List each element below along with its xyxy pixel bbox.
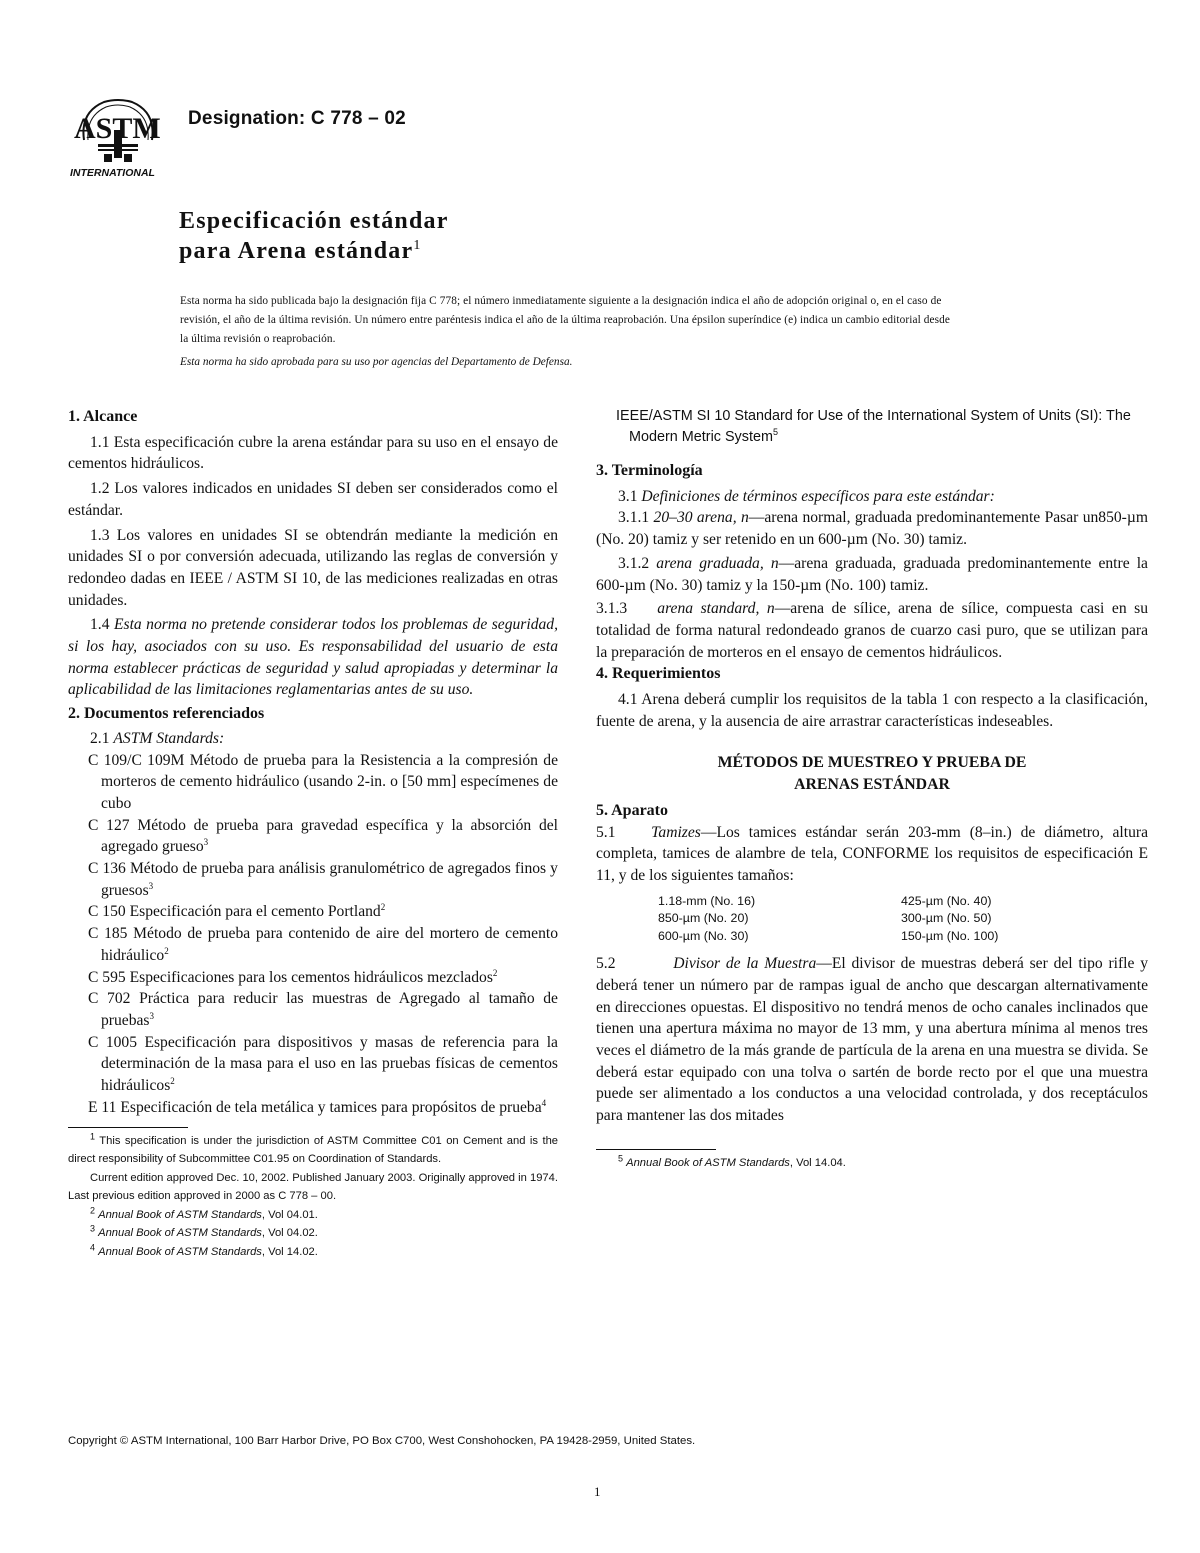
copyright-notice: Copyright © ASTM International, 100 Barr Harbor Drive, PO Box C700, West Conshohocken, PA 19428-2959, United States. — [68, 1435, 696, 1447]
para-3-1-3-num: 3.1.3 — [596, 600, 628, 618]
para-1-1: 1.1 Esta especificación cubre la arena estándar para su uso en el ensayo de cementos hidráulicos. — [68, 433, 558, 473]
para-5-2-num: 5.2 — [596, 955, 616, 973]
para-3-1-1-num: 3.1.1 — [618, 509, 650, 527]
reference-footnote-marker: 2 — [380, 902, 386, 913]
para-3-1-num: 3.1 — [618, 487, 638, 505]
footnote-3-text: , Vol 04.02. — [261, 1227, 318, 1239]
footnote-1-text: This specification is under the jurisdiction of ASTM Committee C01 on Cement and is the direct responsibility of Subcommittee C01.95 on Coordination of Standards. — [68, 1134, 559, 1165]
para-3-1-text: Definiciones de términos específicos para este estándar: — [641, 487, 995, 505]
reference-item — [68, 1032, 558, 1097]
para-1-3: 1.3 Los valores en unidades SI se obtendrán mediante la medición en unidades SI o por conversión adecuada, utilizando las reglas de conversión y redondeo dadas en IEEE / ASTM SI 10, de las mediciones realizadas en otras unidades. — [68, 526, 558, 609]
ieee-reference — [596, 406, 1148, 448]
page-number: 1 — [594, 1484, 601, 1499]
footnote-4-text: , Vol 14.02. — [261, 1245, 318, 1258]
para-2-1-num: 2.1 — [90, 729, 110, 747]
reference-title: Método de prueba para análisis granulométrico de agregados finos y gruesos — [101, 860, 558, 899]
para-1-4-num: 1.4 — [90, 616, 110, 634]
reference-code: C 185 — [88, 925, 128, 943]
para-3-1-2-num: 3.1.2 — [618, 554, 650, 572]
footnote-rule — [68, 1127, 188, 1128]
sieve-size: 600-µm (No. 30) — [658, 928, 749, 943]
footnote-1-marker: 1 — [90, 1130, 96, 1141]
para-4-1: 4.1 Arena deberá cumplir los requisitos de la tabla 1 con respecto a la clasificación, fuente de arena, y la ausencia de aire arrastrar características indeseables. — [596, 691, 1148, 730]
reference-title: Método de prueba para la Resistencia a la compresión de morteros de cemento hidráulico (usando 2-in. o [50 mm] especímenes de cubo — [101, 751, 559, 812]
ieee-reference-marker: 5 — [772, 427, 778, 438]
footnote-2-italic: Annual Book of ASTM Standards — [98, 1208, 262, 1221]
title-line-2: para Arena estándar — [179, 238, 414, 264]
para-3-1-2-text: —arena graduada, graduada predominantemente entre la 600-µm (No. 30) tamiz y la 150-µm (No. 100) tamiz. — [596, 554, 1148, 594]
para-5-1-num: 5.1 — [596, 823, 616, 841]
reference-code: E 11 — [88, 1098, 117, 1116]
reference-code: C 150 — [88, 903, 126, 921]
dod-note: Esta norma ha sido aprobada para su uso por agencias del Departamento de Defensa. — [180, 356, 573, 368]
designation-note: Esta norma ha sido publicada bajo la designación fija C 778; el número inmediatamente siguiente a la designación indica el año de adopción original o, en el caso de revisión, el año de la última revisión. Un número entre paréntesis indica el año de la última reaprobación. Una épsilon superíndice (e) indica un cambio editorial desde la última revisión o reaprobación. — [180, 295, 950, 345]
reference-footnote-marker: 4 — [541, 1097, 547, 1108]
reference-title: Método de prueba para gravedad específica y la absorción del agregado grueso — [101, 816, 558, 856]
left-column — [68, 406, 558, 1261]
footnote-3 — [68, 1224, 558, 1243]
sieve-row — [658, 893, 998, 911]
para-3-1-1 — [596, 507, 1148, 550]
para-1-4-text: Esta norma no pretende considerar todos los problemas de seguridad, si los hay, asociados con su uso. Es responsabilidad del usuario de esta norma establecer prácticas de seguridad y salud apropiadas y determinar la aplicabilidad de las limitaciones reglamentarias antes de su uso. — [68, 616, 558, 699]
para-3-1-3 — [596, 598, 1148, 663]
footnote-5-marker: 5 — [618, 1153, 624, 1164]
reference-item — [68, 988, 558, 1031]
astm-logo — [66, 96, 170, 178]
reference-item — [68, 967, 558, 989]
sieve-size: 850-µm (No. 20) — [658, 911, 749, 926]
methods-heading — [596, 752, 1148, 795]
reference-title: Especificación para el cemento Portland — [129, 903, 381, 921]
reference-footnote-marker: 3 — [149, 1010, 154, 1021]
para-2-1 — [68, 728, 558, 750]
reference-title: Especificaciones para los cementos hidráulicos mezclados — [129, 968, 493, 986]
para-1-4 — [68, 614, 558, 701]
sieve-size: 300-µm (No. 50) — [901, 911, 992, 926]
sieve-row — [658, 928, 998, 946]
para-2-1-text: ASTM Standards: — [113, 729, 225, 747]
para-5-2-text: —El divisor de muestras deberá ser del tipo rifle y deberá tener un número par de rampas igual de ancho que descargan alternativamente en direcciones opuestas. El dispositivo no tendrá menos de ocho canales inclinados que tienen una apertura máxima no mayor de 13 mm, y una abertura mínima al menos tres veces el diámetro de la más grande de partícula de la arena en una muestra se divida. Se deberá estar equipado con una tolva o sartén de borde recto por el que una muestra puede ser alimentado a los conductos a una velocidad controlada, y dos receptáculos para mantener las dos mitades — [596, 955, 1148, 1125]
designation: Designation: C 778 – 02 — [188, 108, 406, 129]
sieve-size: 425-µm (No. 40) — [901, 893, 992, 908]
footnote-5-italic: Annual Book of ASTM Standards — [626, 1156, 790, 1169]
reference-code: C 595 — [88, 968, 126, 986]
reference-item — [68, 1097, 558, 1119]
footnote-1 — [68, 1132, 558, 1169]
reference-item — [68, 815, 558, 858]
reference-footnote-marker: 2 — [164, 945, 169, 956]
methods-heading-line-1: MÉTODOS DE MUESTREO Y PRUEBA DE — [717, 754, 1027, 772]
footnote-1b: Current edition approved Dec. 10, 2002. Published January 2003. Originally approved in 1974. Last previous edition approved in 2000 as C 778 – 00. — [68, 1171, 558, 1202]
reference-footnote-marker: 2 — [492, 967, 498, 978]
para-5-2-term: Divisor de la Muestra — [673, 955, 817, 973]
sieve-row — [658, 910, 998, 928]
para-3-1-2 — [596, 553, 1148, 596]
sieve-size: 150-µm (No. 100) — [901, 928, 999, 943]
footnote-2 — [68, 1206, 558, 1225]
logo-letters: ASTM — [74, 112, 161, 145]
footnote-2-marker: 2 — [90, 1204, 96, 1215]
reference-code: C 1005 — [88, 1033, 138, 1051]
logo-subtext: INTERNATIONAL — [70, 167, 155, 178]
reference-title: Especificación de tela metálica y tamices para propósitos de prueba — [120, 1098, 542, 1116]
reference-item — [68, 750, 558, 815]
title-line-1: Especificación estándar — [179, 208, 449, 234]
reference-code: C 109/C 109M — [88, 751, 185, 769]
para-5-1-text: —Los tamices estándar serán 203-mm (8–in.) de diámetro, altura completa, tamices de alambre de tela, CONFORME los requisitos de especificación E 11, y de los siguientes tamaños: — [596, 823, 1149, 884]
reference-code: C 702 — [88, 990, 131, 1008]
reference-title: Método de prueba para contenido de aire del mortero de cemento hidráulico — [101, 925, 558, 964]
reference-title: Práctica para reducir las muestras de Agregado al tamaño de pruebas — [101, 990, 558, 1029]
reference-item — [68, 923, 558, 966]
footnote-5 — [596, 1154, 1148, 1173]
footnote-4-italic: Annual Book of ASTM Standards — [98, 1245, 262, 1258]
section-3-heading: 3. Terminología — [596, 462, 703, 479]
reference-code: C 127 — [88, 816, 130, 834]
footnote-3-italic: Annual Book of ASTM Standards — [98, 1227, 262, 1239]
footnote-3-marker: 3 — [90, 1223, 96, 1234]
reference-code: C 136 — [88, 860, 126, 878]
footnote-5-text: , Vol 14.04. — [789, 1156, 846, 1169]
para-5-2 — [596, 953, 1148, 1127]
reference-footnote-marker: 2 — [170, 1075, 175, 1086]
reference-footnote-marker: 3 — [203, 837, 209, 848]
footnote-rule-right — [596, 1149, 716, 1150]
referenced-documents-list — [68, 750, 558, 1119]
footnote-4 — [68, 1243, 558, 1262]
document-title — [179, 206, 449, 266]
para-5-1 — [596, 822, 1148, 887]
section-5-heading: 5. Aparato — [596, 801, 668, 819]
title-footnote-marker: 1 — [413, 238, 422, 253]
para-5-1-term: Tamizes — [651, 823, 701, 841]
para-1-2: 1.2 Los valores indicados en unidades SI deben ser considerados como el estándar. — [68, 480, 558, 519]
para-3-1-3-text: —arena de sílice, arena de sílice, compuesta casi en su totalidad de forma natural redondeado granos de cuarzo casi puro, que se utilizan para la preparación de morteros en el ensayo de cementos hidráulicos. — [596, 600, 1149, 661]
reference-title: Especificación para dispositivos y masas de referencia para la determinación de la masa para el uso en las pruebas físicas de cementos hidráulicos — [101, 1033, 558, 1095]
footnote-4-marker: 4 — [90, 1241, 96, 1252]
reference-item — [68, 858, 558, 901]
reference-footnote-marker: 3 — [148, 880, 154, 891]
sieve-sizes-table — [658, 893, 998, 946]
footnote-2-text: , Vol 04.01. — [261, 1208, 318, 1221]
section-2-heading: 2. Documentos referenciados — [68, 705, 265, 723]
section-1-heading: 1. Alcance — [68, 408, 138, 425]
methods-heading-line-2: ARENAS ESTÁNDAR — [794, 776, 950, 794]
para-3-1-1-text: —arena normal, graduada predominantemente Pasar un850-µm (No. 20) tamiz y ser retenido en un 600-µm (No. 30) tamiz. — [596, 509, 1148, 549]
ieee-reference-text: IEEE/ASTM SI 10 Standard for Use of the International System of Units (SI): The Modern Metric System — [616, 408, 1131, 445]
sieve-size: 1.18-mm (No. 16) — [658, 893, 756, 908]
para-3-1-2-term: arena graduada, n — [656, 554, 779, 572]
reference-item — [68, 901, 558, 923]
para-3-1-1-term: 20–30 arena, n — [653, 509, 749, 527]
para-3-1 — [596, 486, 1148, 508]
para-3-1-3-term: arena standard, n — [657, 600, 775, 618]
section-4-heading: 4. Requerimientos — [596, 665, 721, 683]
right-column — [596, 406, 1148, 1172]
